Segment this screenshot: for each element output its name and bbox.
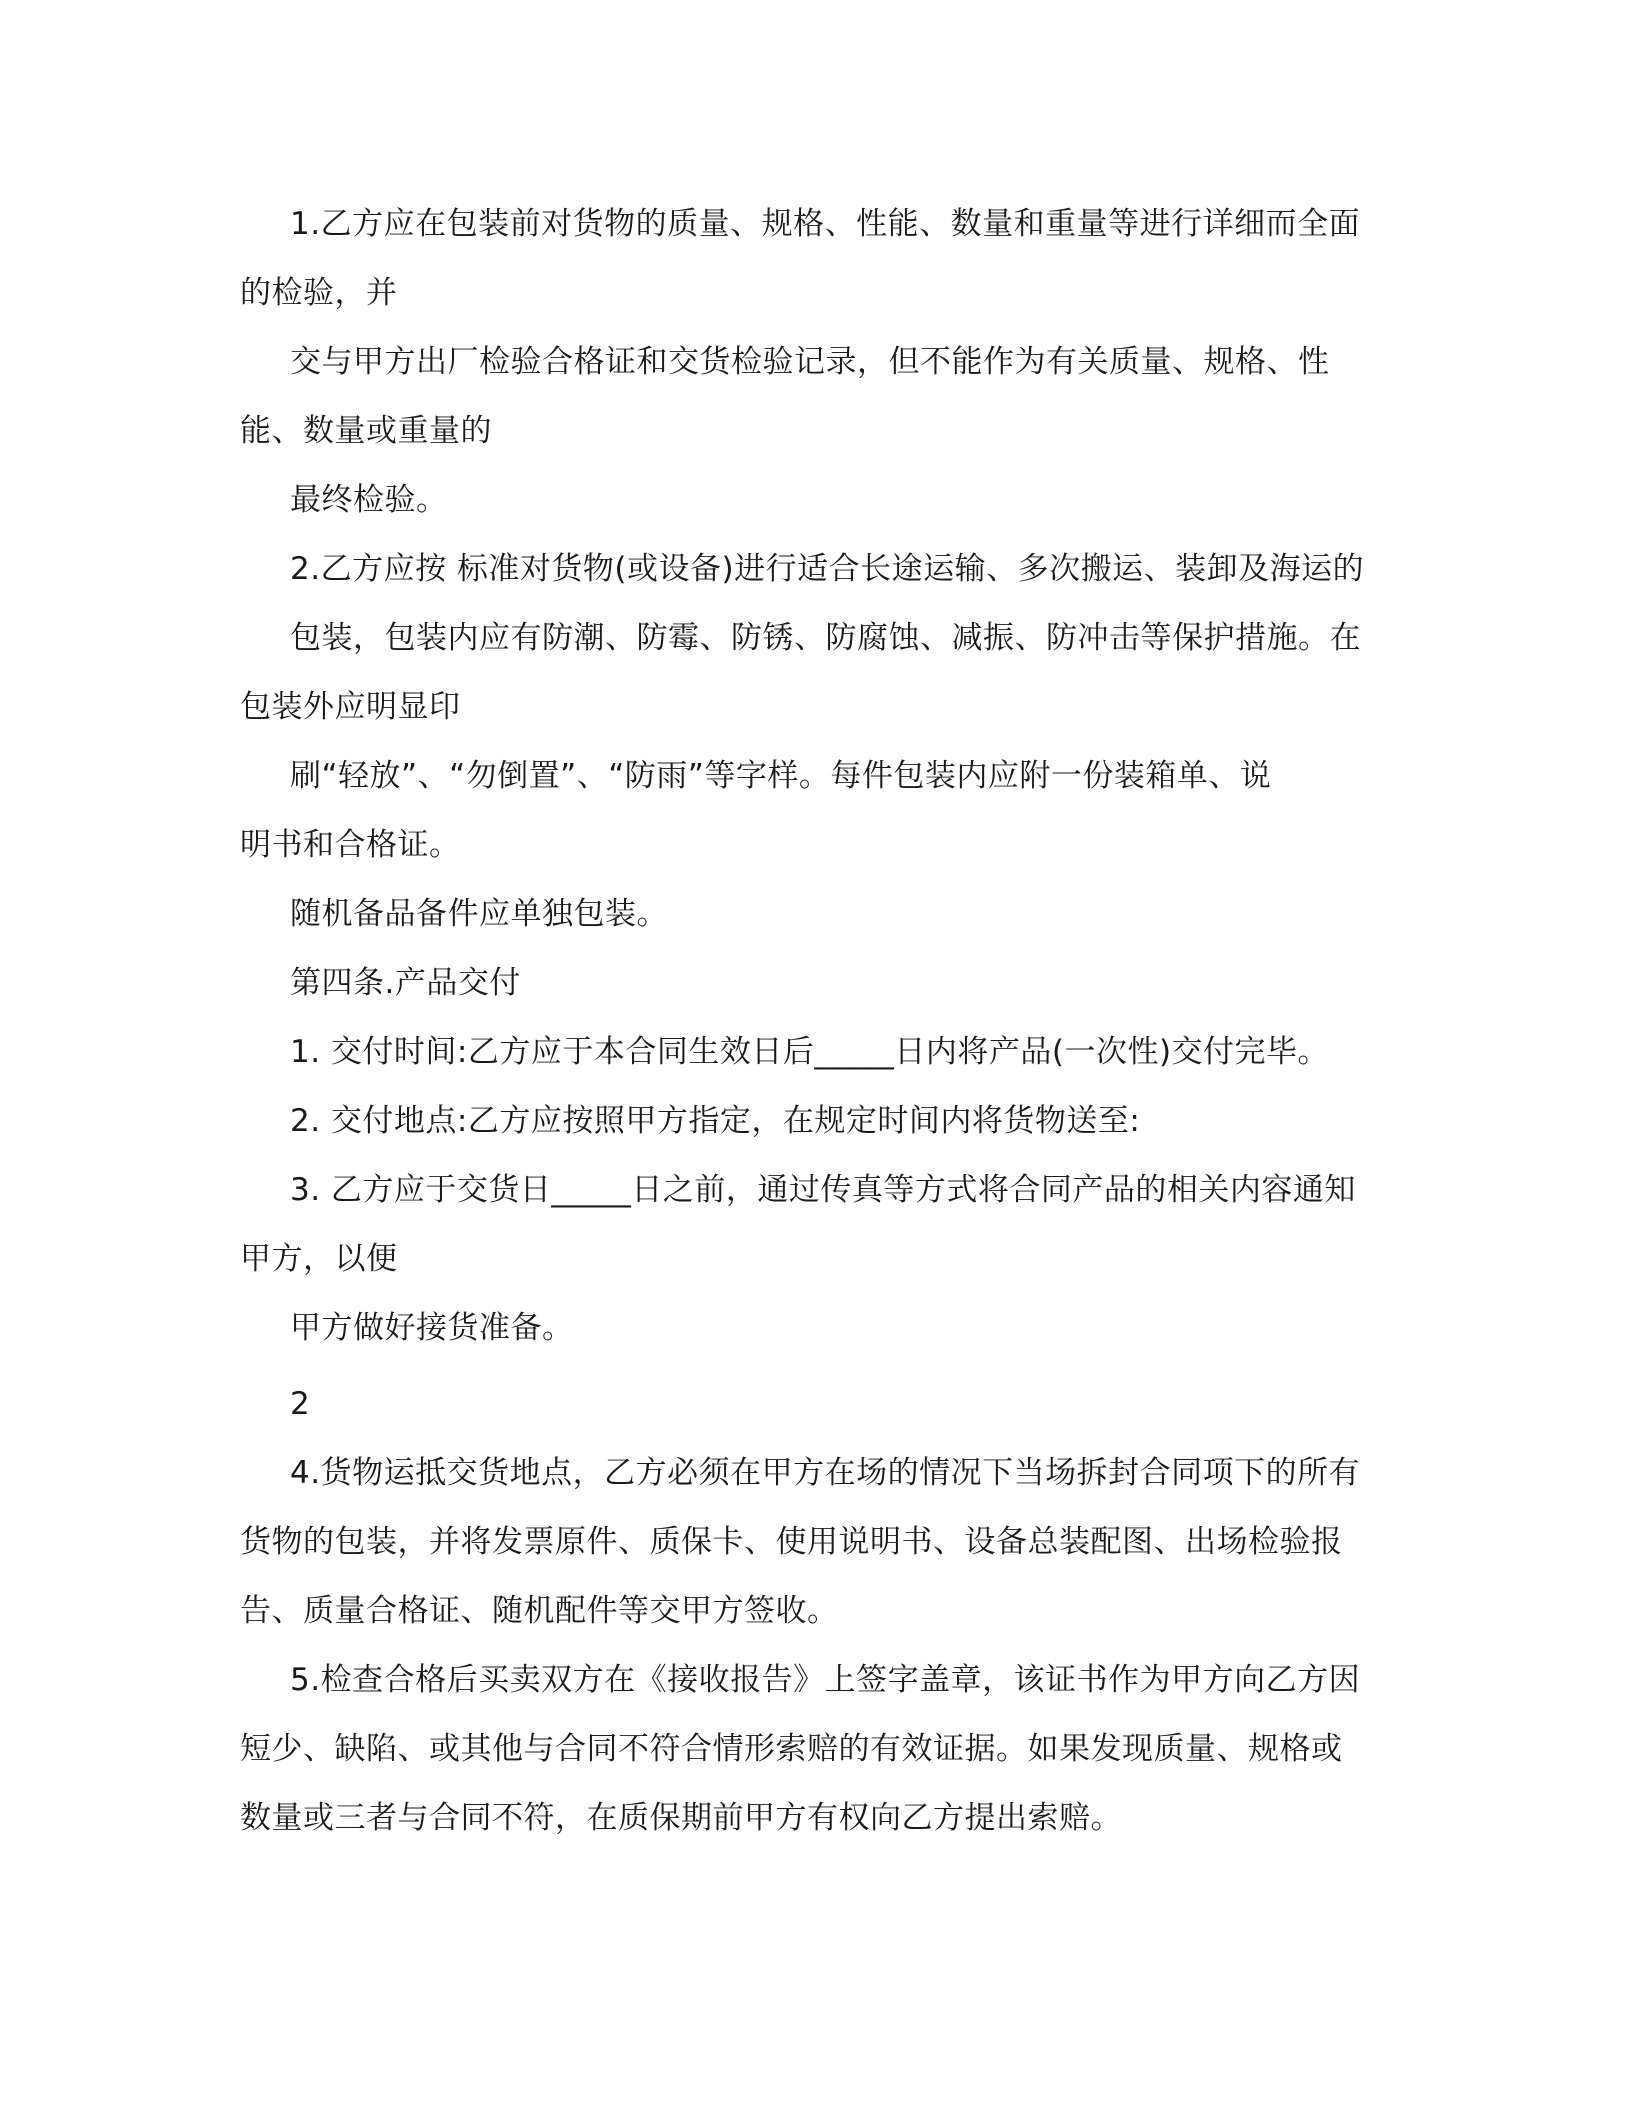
text-line: 最终检验。 xyxy=(290,482,448,518)
text-line: 1.乙方应在包装前对货物的质量、规格、性能、数量和重量等进行详细而全面 xyxy=(290,206,1361,242)
text-line: 2.乙方应按 标准对货物(或设备)进行适合长途运输、多次搬运、装卸及海运的 xyxy=(290,551,1365,587)
text-line: 交与甲方出厂检验合格证和交货检验记录，但不能作为有关质量、规格、性 xyxy=(290,344,1330,380)
text-line: 甲方，以便 xyxy=(240,1241,398,1277)
text-line: 能、数量或重量的 xyxy=(240,413,492,449)
text-line: 告、质量合格证、随机配件等交甲方签收。 xyxy=(240,1593,839,1629)
text-line: 短少、缺陷、或其他与合同不符合情形索赔的有效证据。如果发现质量、规格或 xyxy=(240,1731,1343,1767)
text-line: 货物的包装，并将发票原件、质保卡、使用说明书、设备总装配图、出场检验报 xyxy=(240,1524,1343,1560)
page-number: 2 xyxy=(290,1386,311,1422)
text-line: 5.检查合格后买卖双方在《接收报告》上签字盖章，该证书作为甲方向乙方因 xyxy=(290,1662,1361,1698)
text-line: 的检验，并 xyxy=(240,275,398,311)
text-line: 包装外应明显印 xyxy=(240,689,461,725)
text-line: 3. 乙方应于交货日_____日之前，通过传真等方式将合同产品的相关内容通知 xyxy=(290,1172,1356,1208)
text-line: 甲方做好接货准备。 xyxy=(290,1310,574,1346)
text-line: 1. 交付时间:乙方应于本合同生效日后_____日内将产品(一次性)交付完毕。 xyxy=(290,1034,1330,1070)
text-line: 明书和合格证。 xyxy=(240,827,461,863)
text-line: 4.货物运抵交货地点，乙方必须在甲方在场的情况下当场拆封合同项下的所有 xyxy=(290,1455,1361,1491)
section-heading: 第四条.产品交付 xyxy=(290,965,521,1001)
text-line: 随机备品备件应单独包装。 xyxy=(290,896,668,932)
text-line: 2. 交付地点:乙方应按照甲方指定，在规定时间内将货物送至: xyxy=(290,1103,1141,1139)
text-line: 刷“轻放”、“勿倒置”、“防雨”等字样。每件包装内应附一份装箱单、说 xyxy=(290,758,1272,794)
text-line: 数量或三者与合同不符，在质保期前甲方有权向乙方提出索赔。 xyxy=(240,1800,1122,1836)
text-line: 包装，包装内应有防潮、防霉、防锈、防腐蚀、减振、防冲击等保护措施。在 xyxy=(290,620,1361,656)
